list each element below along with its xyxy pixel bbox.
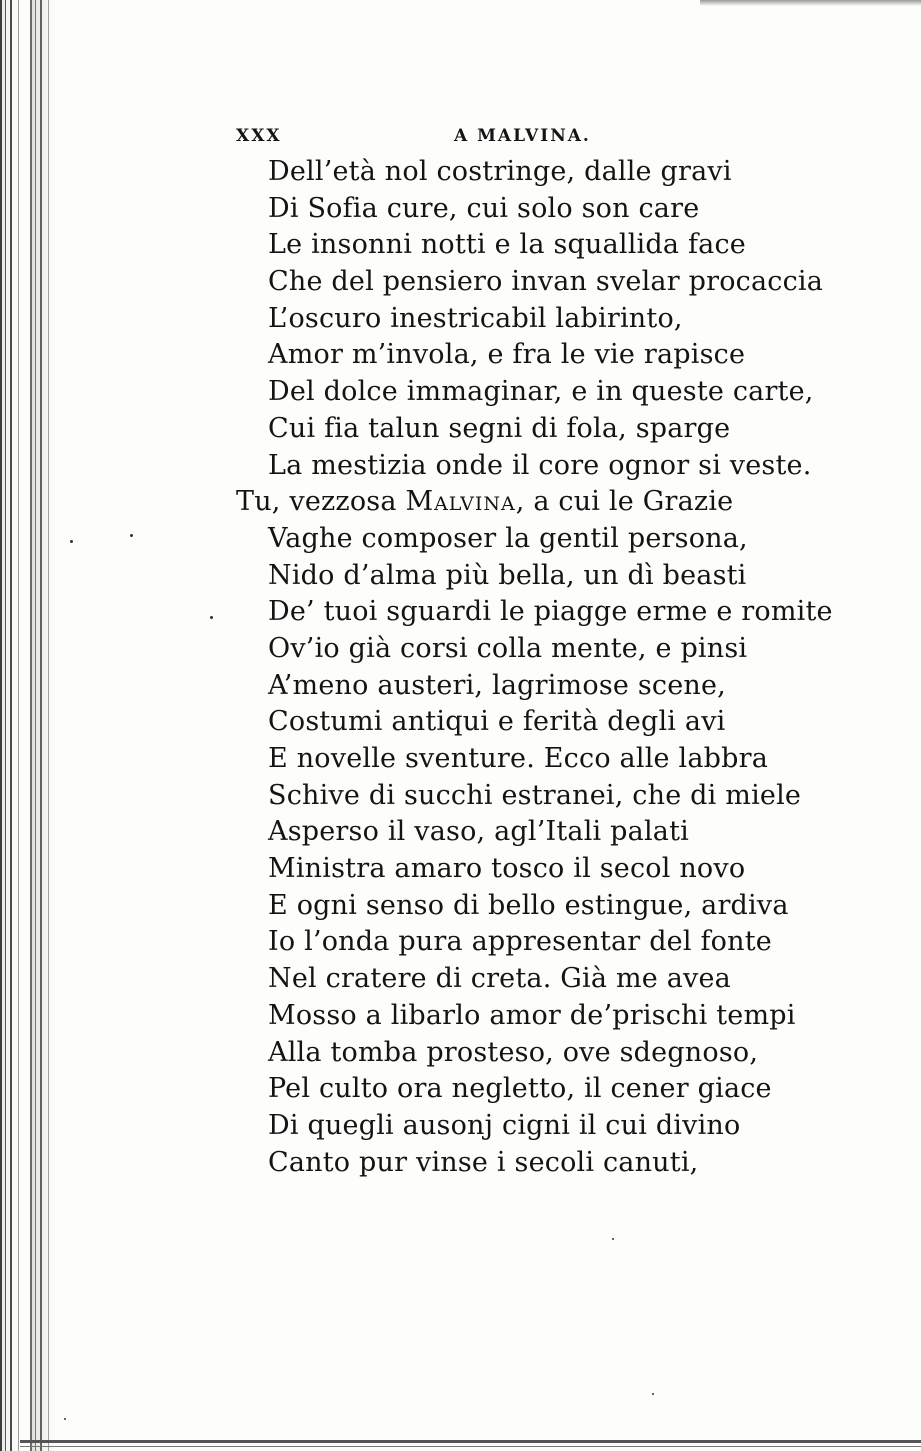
poem-line: Schive di succhi estranei, che di miele (268, 779, 802, 811)
running-title: A MALVINA. (454, 126, 591, 146)
poem-line: Canto pur vinse i secoli canuti, (268, 1146, 699, 1178)
scan-speck (652, 1393, 654, 1395)
scan-speck (64, 1418, 66, 1420)
poem-line-stanza-start (236, 484, 876, 521)
line-text-pre: Tu, vezzosa (236, 486, 406, 518)
poem-line: Cui fia talun segni di fola, sparge (268, 412, 731, 444)
poem-line: Ov’io già corsi colla mente, e pinsi (268, 632, 748, 664)
poem-line: Nel cratere di creta. Già me avea (268, 963, 731, 995)
scan-speck (612, 1238, 614, 1240)
poem-line: De’ tuoi sguardi le piagge erme e romite (268, 596, 833, 628)
scan-speck (210, 616, 213, 619)
poem-line: Di Sofia cure, cui solo son care (268, 192, 700, 224)
poem-line: Io l’onda pura appresentar del fonte (268, 926, 772, 958)
poem-line: Amor m’invola, e fra le vie rapisce (268, 339, 746, 371)
line-text-post: , a cui le Grazie (515, 486, 734, 518)
poem-line: Del dolce immaginar, e in queste carte, (268, 376, 814, 408)
scan-speck (130, 534, 133, 537)
scan-speck (70, 540, 73, 543)
poem-line: Pel culto ora negletto, il cener giace (268, 1073, 772, 1105)
poem-line: A’meno austeri, lagrimose scene, (268, 669, 726, 701)
poem-line: Ministra amaro tosco il secol novo (268, 853, 746, 885)
poem-line: La mestizia onde il core ognor si veste. (268, 449, 812, 481)
poem-line: Di quegli ausonj cigni il cui divino (268, 1109, 741, 1141)
poem-line: Costumi antiqui e ferità degli avi (268, 706, 726, 738)
poem-body (236, 154, 876, 1181)
poem-line: Asperso il vaso, agl’Itali palati (268, 816, 689, 848)
poem-line: Mosso a libarlo amor de’prischi tempi (268, 999, 796, 1031)
poem-line: E novelle sventure. Ecco alle labbra (268, 743, 768, 774)
name-malvina: Malvina (405, 486, 516, 518)
poem-line: Dell’età nol costringe, dalle gravi (268, 156, 732, 187)
bottom-edge-line (20, 1440, 921, 1443)
poem-line: Alla tomba prosteso, ove sdegnoso, (268, 1036, 759, 1068)
poem-line: Che del pensiero invan svelar procaccia (268, 266, 824, 298)
poem-line: Nido d’alma più bella, un dì beasti (268, 559, 747, 591)
poem-line: Le insonni notti e la squallida face (268, 229, 746, 261)
poem-line: Vaghe composer la gentil persona, (268, 522, 748, 554)
page-number: XXX (236, 126, 282, 146)
bottom-edge-line-secondary (20, 1446, 921, 1447)
top-edge-shadow (700, 0, 921, 6)
running-header (236, 126, 616, 154)
gutter-shadow (30, 0, 56, 1451)
poem-line: L’oscuro inestricabil labirinto, (268, 302, 683, 334)
poem-line: E ogni senso di bello estingue, ardiva (268, 889, 789, 921)
